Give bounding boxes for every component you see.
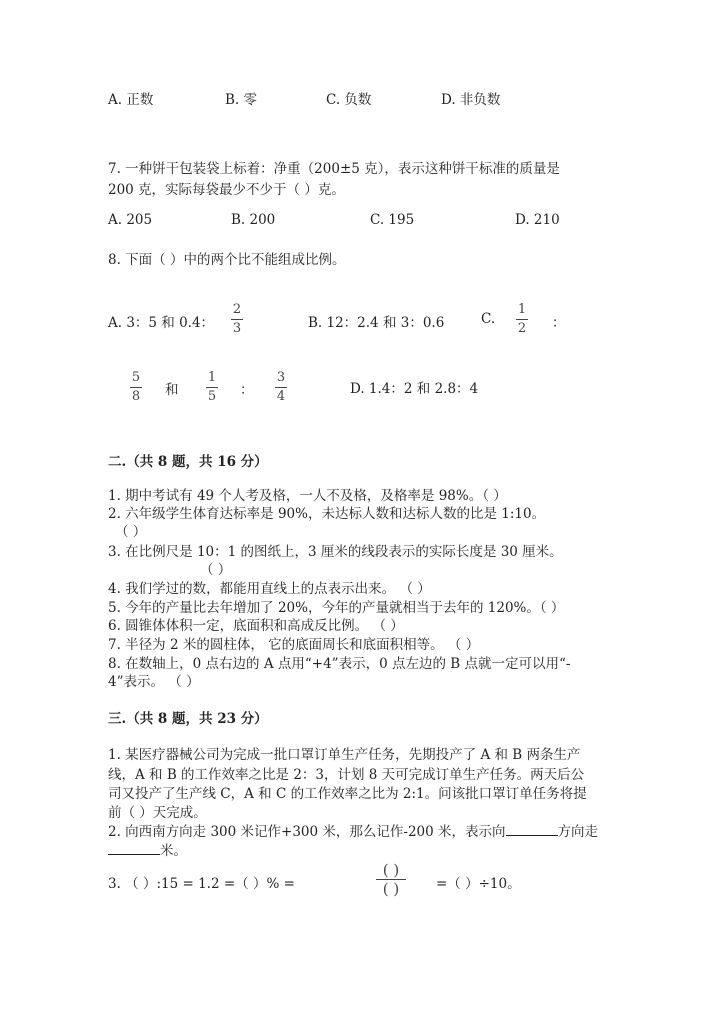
fraction-bar xyxy=(130,387,142,388)
q7-option-c: C. 195 xyxy=(370,212,415,228)
fraction-numerator: 1 xyxy=(207,370,217,385)
s2-line: 2. 六年级学生体育达标率是 90%，未达标人数和达标人数的比是 1:10。 xyxy=(108,506,546,522)
s2-line: （ ） xyxy=(200,562,232,578)
fraction-numerator: 3 xyxy=(276,370,286,385)
q8-option-c-colon-1: ： xyxy=(552,315,566,331)
q8-option-a-prefix: A. 3：5 和 0.4： xyxy=(108,315,215,331)
q8-option-b: B. 12：2.4 和 3：0.6 xyxy=(308,315,445,331)
fraction-bar xyxy=(231,319,243,320)
q7-option-b: B. 200 xyxy=(231,212,276,228)
s3-q2-text-3: 米。 xyxy=(160,843,187,859)
fraction-denominator: 8 xyxy=(131,389,141,404)
s3-q3-part1: 3. （ ）:15 = 1.2 =（ ）% = xyxy=(108,876,295,892)
s3-q1-line: 线，A 和 B 的工作效率之比是 2：3，计划 8 天可完成订单生产任务。两天后公 xyxy=(108,767,585,783)
q8-option-c-fraction-1 xyxy=(516,302,528,337)
s2-line: 5. 今年的产量比去年增加了 20%，今年的产量就相当于去年的 120%。（ ） xyxy=(108,600,565,616)
q6-option-d: D. 非负数 xyxy=(441,92,501,108)
q8-option-c-and: 和 xyxy=(165,382,179,398)
section-2-title: 二.（共 8 题，共 16 分） xyxy=(108,454,268,470)
answer-blank[interactable] xyxy=(108,842,160,855)
fraction-numerator: 1 xyxy=(517,302,527,317)
q8-option-c-fraction-2 xyxy=(130,370,142,405)
q8-stem: 8. 下面（ ）中的两个比不能组成比例。 xyxy=(108,252,346,268)
s3-q1-line: 司又投产了生产线 C，A 和 C 的工作效率之比为 2:1。问该批口罩订单任务将提 xyxy=(108,786,587,802)
fraction-denominator: 3 xyxy=(232,321,242,336)
s2-line: 7. 半径为 2 米的圆柱体， 它的底面周长和底面积相等。 （ ） xyxy=(108,637,480,653)
q8-option-c-fraction-4 xyxy=(275,370,287,405)
s2-line: 4”表示。 （ ） xyxy=(108,674,200,690)
s3-q3-fraction xyxy=(376,862,406,897)
fraction-bar xyxy=(275,387,287,388)
s2-line: 4. 我们学过的数，都能用直线上的点表示出来。 （ ） xyxy=(108,581,431,597)
s2-line: 3. 在比例尺是 10：1 的图纸上，3 厘米的线段表示的实际长度是 30 厘米。 xyxy=(108,544,563,560)
q7-stem-line1: 7. 一种饼干包装袋上标着：净重（200±5 克），表示这种饼干标准的质量是 xyxy=(108,161,560,177)
q8-option-c-prefix: C. xyxy=(481,311,496,327)
q8-option-c-colon-2: ： xyxy=(240,382,254,398)
s3-q3-part2: =（ ）÷10。 xyxy=(436,876,521,892)
s3-q2-line2 xyxy=(108,839,187,859)
q8-option-a-fraction xyxy=(231,302,243,337)
section-3-title: 三.（共 8 题，共 23 分） xyxy=(108,711,268,727)
q7-option-d: D. 210 xyxy=(515,212,560,228)
fraction-bar xyxy=(206,387,218,388)
q7-option-a: A. 205 xyxy=(108,212,153,228)
fraction-bar xyxy=(516,319,528,320)
q8-option-d: D. 1.4：2 和 2.8：4 xyxy=(350,381,479,397)
fraction-denominator: 5 xyxy=(207,389,217,404)
s2-line: （ ） xyxy=(115,524,147,540)
s2-line: 8. 在数轴上，0 点右边的 A 点用“+4”表示，0 点左边的 B 点就一定可以用“- xyxy=(108,656,571,672)
s3-q1-line: 前（ ）天完成。 xyxy=(108,805,207,821)
s3-q2-line1 xyxy=(108,820,598,840)
q6-option-a: A. 正数 xyxy=(108,92,154,108)
s2-line: 1. 期中考试有 49 个人考及格，一人不及格，及格率是 98%。（ ） xyxy=(108,488,507,504)
q7-stem-line2: 200 克，实际每袋最少不少于（ ）克。 xyxy=(108,182,345,198)
s3-q2-text-1: 2. 向西南方向走 300 米记作+300 米，那么记作-200 米，表示向 xyxy=(108,824,506,840)
s3-q2-text-2: 方向走 xyxy=(557,824,599,840)
fraction-numerator: 5 xyxy=(131,370,141,385)
fraction-denominator: 4 xyxy=(276,389,286,404)
s2-line: 6. 圆锥体体积一定，底面积和高成反比例。 （ ） xyxy=(108,618,404,634)
s3-q1-line: 1. 某医疗器械公司为完成一批口罩订单生产任务，先期投产了 A 和 B 两条生产 xyxy=(108,747,581,763)
q6-option-c: C. 负数 xyxy=(326,92,372,108)
q6-option-b: B. 零 xyxy=(225,92,258,108)
fraction-denominator: ( ) xyxy=(382,880,400,898)
q8-option-c-fraction-3 xyxy=(206,370,218,405)
fraction-numerator: ( ) xyxy=(382,861,400,879)
fraction-denominator: 2 xyxy=(517,321,527,336)
fraction-numerator: 2 xyxy=(232,302,242,317)
answer-blank[interactable] xyxy=(506,823,558,836)
